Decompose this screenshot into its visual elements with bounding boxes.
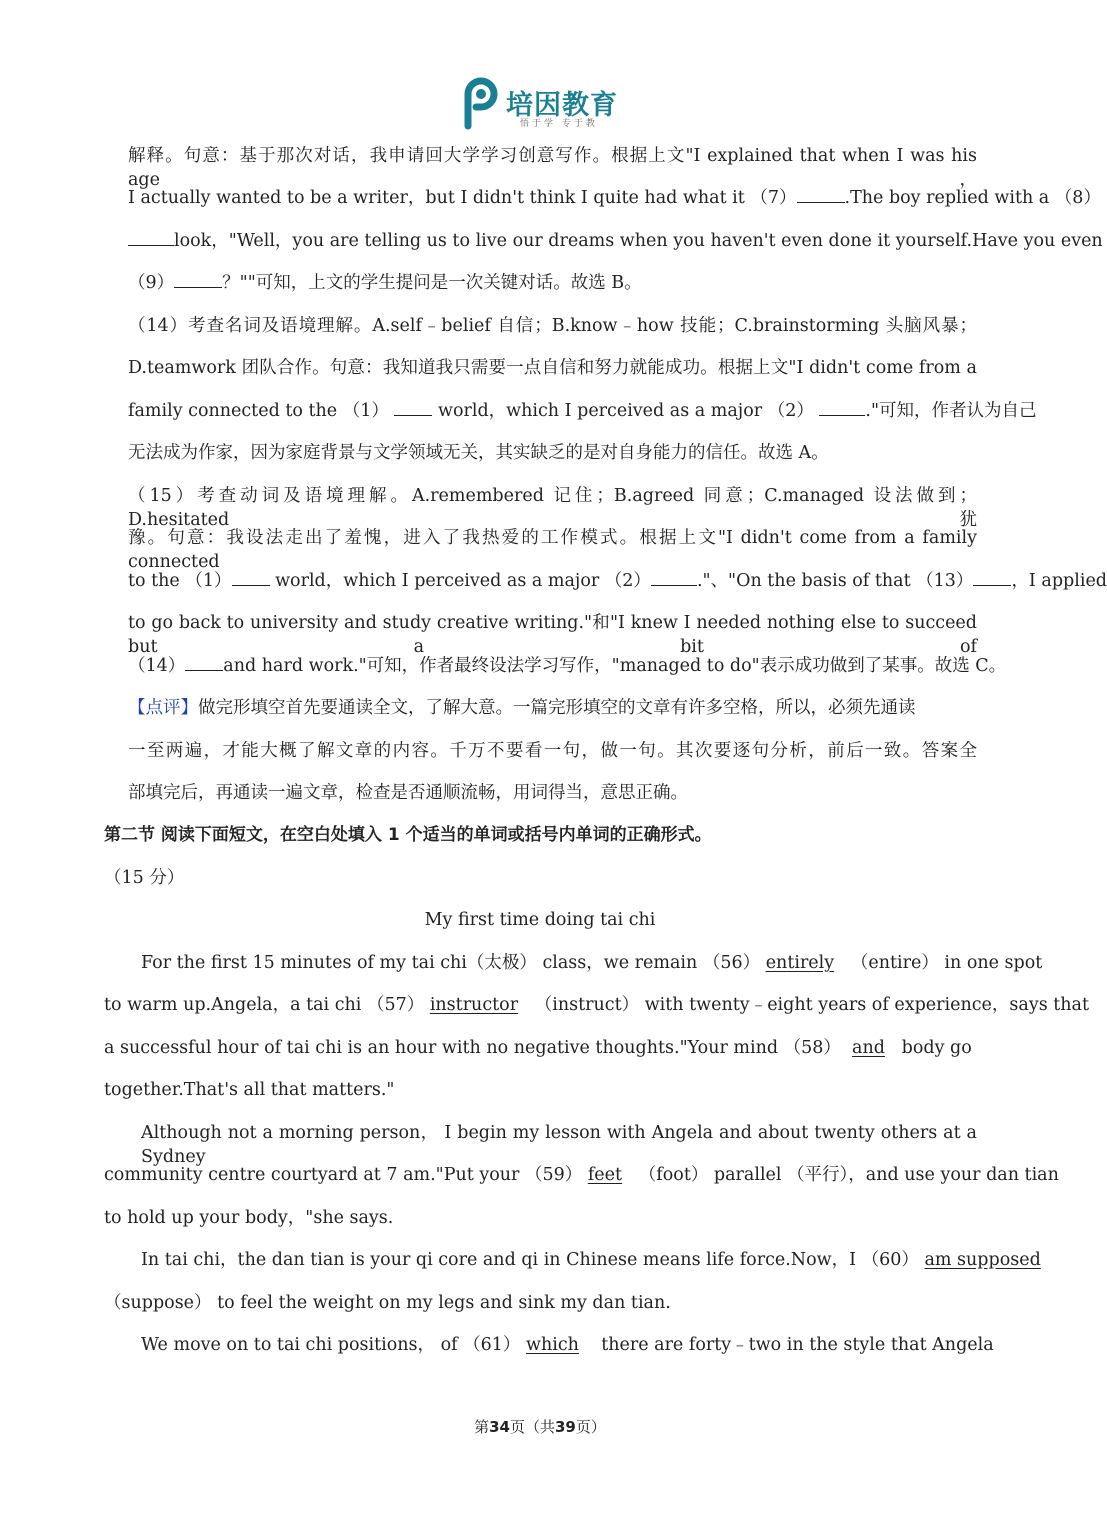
section-heading: 第二节 阅读下面短文，在空白处填入 1 个适当的单词或括号内单词的正确形式。 xyxy=(104,825,712,845)
passage-line: We move on to tai chi positions， of （61） which there are forty﹣two in the style that Angela xyxy=(141,1335,994,1355)
text-line: （15）考查动词及语境理解。A.remembered 记住；B.agreed 同意；C.managed 设法做到；D.hesitated 犹 xyxy=(128,486,977,530)
passage-line: Although not a morning person， I begin my lesson with Angela and about twenty others at a Sydney xyxy=(141,1123,977,1167)
answer-60: am supposed xyxy=(924,1250,1041,1270)
text-line: （14） and hard work."可知，作者最终设法学习写作，"managed to do"表示成功做到了某事。故选 C。 xyxy=(128,656,1007,676)
text-line: family connected to the （1） world，which I perceived as a major （2） ."可知，作者认为自己 xyxy=(128,401,1037,421)
text-line: （9） ？""可知，上文的学生提问是一次关键对话。故选 B。 xyxy=(128,273,642,293)
passage-title: My first time doing tai chi xyxy=(424,910,656,930)
text-line: （14）考查名词及语境理解。A.self﹣belief 自信；B.know﹣how 技能；C.brainstorming 头脑风暴； xyxy=(128,316,977,336)
passage-line: For the first 15 minutes of my tai chi（太极） class，we remain （56） entirely （entire） in one spot xyxy=(141,953,1043,973)
brand-logo xyxy=(462,80,622,132)
comment-line: 部填完后，再通读一遍文章，检查是否通顺流畅，用词得当，意思正确。 xyxy=(128,783,688,803)
passage-line: In tai chi，the dan tian is your qi core and qi in Chinese means life force.Now，I （60） am supposed xyxy=(141,1250,1041,1270)
comment-tag: 【点评】 xyxy=(128,698,198,718)
passage-line: to warm up.Angela，a tai chi （57） instructor （instruct） with twenty﹣eight years of experience，says that xyxy=(104,995,1090,1015)
text-line: D.teamwork 团队合作。句意：我知道我只需要一点自信和努力就能成功。根据上文"I didn't come from a xyxy=(128,358,977,378)
passage-line: （suppose） to feel the weight on my legs and sink my dan tian. xyxy=(104,1293,671,1313)
page-footer: 第34页（共39页） xyxy=(474,1418,606,1436)
text-line: 豫。句意：我设法走出了羞愧，进入了我热爱的工作模式。根据上文"I didn't come from a family connected xyxy=(128,528,977,572)
comment-line: 一至两遍，才能大概了解文章的内容。千万不要看一句，做一句。其次要逐句分析，前后一致。答案全 xyxy=(128,741,977,761)
comment-line: 【点评】做完形填空首先要通读全文，了解大意。一篇完形填空的文章有许多空格，所以，必须先通读 xyxy=(128,698,916,718)
text-line: to go back to university and study creative writing."和"I knew I needed nothing else to succeed but a bit of xyxy=(128,613,977,657)
section-score: （15 分） xyxy=(104,868,185,888)
text-line: to the （1） world，which I perceived as a major （2） ."、"On the basis of that （13） ，I applied xyxy=(128,571,1107,591)
logo-tagline: 悟于学 专于教 xyxy=(520,119,598,129)
passage-line: together.That's all that matters." xyxy=(104,1080,395,1100)
answer-56: entirely xyxy=(765,953,835,973)
passage-line: community centre courtyard at 7 am."Put your （59） feet （foot） parallel （平行），and use your dan tian xyxy=(104,1165,1059,1185)
answer-59: feet xyxy=(587,1165,623,1185)
text-line: 无法成为作家，因为家庭背景与文学领域无关，其实缺乏的是对自身能力的信任。故选 A。 xyxy=(128,443,829,463)
answer-58: and xyxy=(852,1038,885,1058)
text-line: I actually wanted to be a writer，but I didn't think I quite had what it （7） .The boy replied with a （8） xyxy=(128,188,1101,208)
logo-name: 培因教育 xyxy=(506,90,618,121)
text-line: 解释。句意：基于那次对话，我申请回大学学习创意写作。根据上文"I explained that when I was his age， xyxy=(128,146,977,190)
text-line: look，"Well，you are telling us to live our dreams when you haven't even done it yourself.Have you even xyxy=(128,229,1103,253)
answer-61: which xyxy=(526,1335,579,1355)
page-number: 34 xyxy=(489,1418,510,1436)
logo-p-icon xyxy=(462,80,500,128)
passage-line: to hold up your body，"she says. xyxy=(104,1208,394,1228)
answer-57: instructor xyxy=(429,995,519,1015)
passage-line: a successful hour of tai chi is an hour with no negative thoughts."Your mind （58） and body go xyxy=(104,1038,972,1058)
page-total: 39 xyxy=(555,1418,576,1436)
